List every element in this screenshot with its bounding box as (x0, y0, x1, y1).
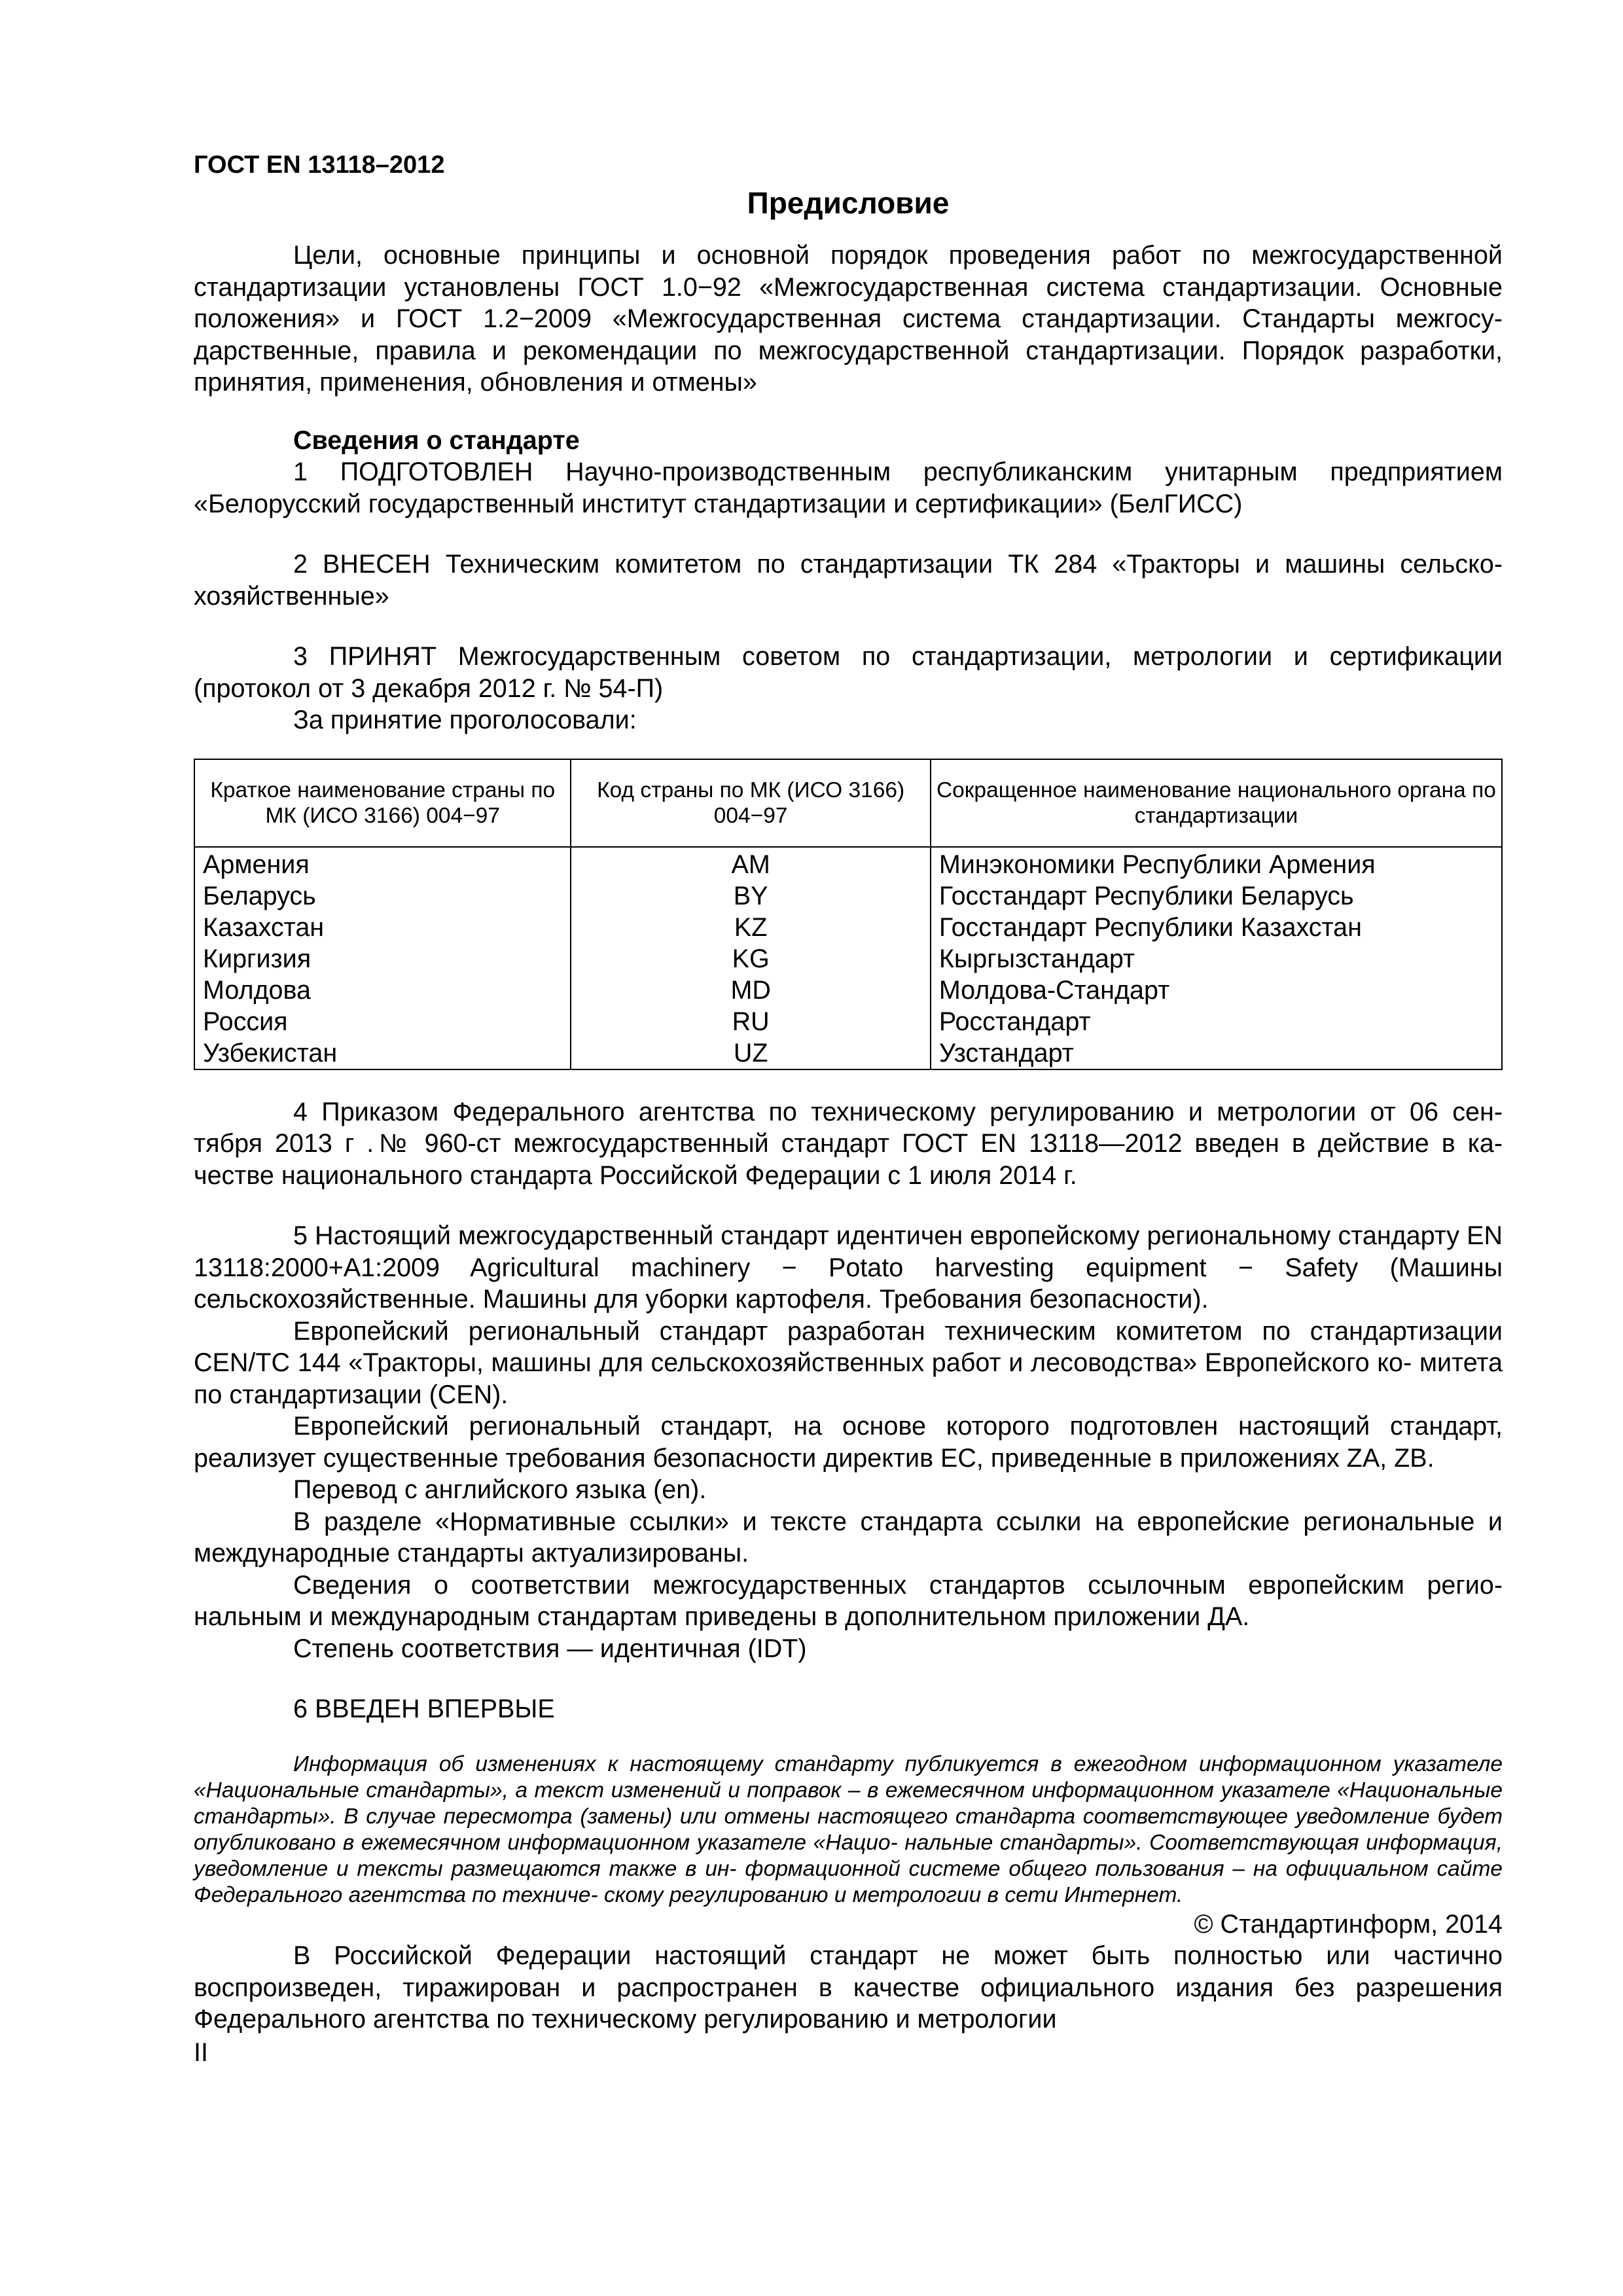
item-5-requirements: Европейский региональный стандарт, на основе которого подготовлен настоящий стандарт, реализует существенные требования безопасности директив ЕС, приведенные в приложениях ZA, ZB. (194, 1412, 1503, 1473)
cell-body: Госстандарт Республики Беларусь (931, 880, 1502, 912)
document-page (194, 149, 1503, 2068)
cell-body: Молдова-Стандарт (931, 975, 1502, 1006)
table-row (194, 975, 1502, 1006)
item-3-adopted: 3 ПРИНЯТ Межгосударственным советом по стандартизации, метрологии и сертификации (протокол от 3 декабря 2012 г. № 54-П) (194, 642, 1503, 703)
column-header-country-code: Код страны по МК (ИСО 3166) 004−97 (571, 759, 930, 847)
page-title: Предисловие (747, 186, 950, 220)
cell-country: Россия (194, 1006, 571, 1037)
table-row (194, 847, 1502, 880)
cell-body: Кыргызстандарт (931, 943, 1502, 975)
item-5-developer: Европейский региональный стандарт разработан техническим комитетом по стандартизации CEN/TC 144 «Тракторы, машины для сельскохозяйственных работ и лесоводства» Европейского ко- митета по стандартизации (CEN). (194, 1316, 1503, 1409)
cell-country: Молдова (194, 975, 571, 1006)
item-5-translation: Перевод с английского языка (en). (293, 1475, 707, 1504)
table-row (194, 912, 1502, 943)
item-5-correspondence: Сведения о соответствии межгосударственных стандартов ссылочным европейским регио- нальным и международным стандартам приведены в дополнительном приложении ДА. (194, 1570, 1503, 1631)
standard-info-heading: Сведения о стандарте (293, 425, 580, 455)
table-row (194, 1006, 1502, 1037)
item-6-introduced: 6 ВВЕДЕН ВПЕРВЫЕ (293, 1695, 555, 1723)
cell-body: Росстандарт (931, 1006, 1502, 1037)
cell-country: Армения (194, 847, 571, 880)
item-1-prepared: 1 ПОДГОТОВЛЕН Научно-производственным республиканским унитарным предприятием «Белорусский государственный институт стандартизации и сертификации» (БелГИСС) (194, 457, 1503, 518)
changes-info-notice: Информация об изменениях к настоящему стандарту публикуется в ежегодном информационном указателе «Национальные стандарты», а текст изменений и поправок – в ежемесячном информационном указателе «Национальные стандарты». В случае пересмотра (замены) или отмены настоящего стандарта соответствующее уведомление будет опубликовано в ежемесячном информационном указателе «Нацио- нальные стандарты». Соответствующая информация, уведомление и тексты размещаются также в ин- формационной системе общего пользования – на официальном сайте Федерального агентства по техниче- скому регулированию и метрологии в сети Интернет. (194, 1751, 1503, 1907)
item-2-submitted: 2 ВНЕСЕН Техническим комитетом по стандартизации ТК 284 «Тракторы и машины сельско- хозяйственные» (194, 550, 1503, 611)
copyright-line: © Стандартинформ, 2014 (1194, 1909, 1503, 1939)
intro-paragraph: Цели, основные принципы и основной порядок проведения работ по межгосударственной стандартизации установлены ГОСТ 1.0−92 «Межгосударственная система стандартизации. Основные положения» и ГОСТ 1.2−2009 «Межгосударственная система стандартизации. Стандарты межгосу- дарственные, правила и рекомендации по межгосударственной стандартизации. Порядок разработки, принятия, применения, обновления и отмены» (194, 241, 1503, 397)
cell-country: Узбекистан (194, 1037, 571, 1069)
cell-country: Беларусь (194, 880, 571, 912)
table-row (194, 880, 1502, 912)
cell-country: Киргизия (194, 943, 571, 975)
voted-label: За принятие проголосовали: (293, 706, 637, 734)
table-header-row (194, 759, 1502, 847)
cell-code: BY (571, 880, 930, 912)
item-5-references: В разделе «Нормативные ссылки» и тексте стандарта ссылки на европейские региональные и международные стандарты актуализированы. (194, 1507, 1503, 1568)
column-header-standards-body: Сокращенное наименование национального органа по стандартизации (931, 759, 1502, 847)
voting-countries-table (194, 759, 1503, 1070)
page-number: II (194, 2037, 208, 2067)
table-row (194, 943, 1502, 975)
cell-body: Узстандарт (931, 1037, 1502, 1069)
cell-body: Госстандарт Республики Казахстан (931, 912, 1502, 943)
document-code: ГОСТ EN 13118–2012 (194, 151, 445, 179)
item-5-identity: 5 Настоящий межгосударственный стандарт идентичен европейскому региональному стандарту EN 13118:2000+A1:2009 Agricultural machinery − Potato harvesting equipment − Safety (Машины сельскохозяйственные. Машины для уборки картофеля. Требования безопасности). (194, 1221, 1503, 1314)
cell-code: KG (571, 943, 930, 975)
cell-country: Казахстан (194, 912, 571, 943)
cell-code: UZ (571, 1037, 930, 1069)
table-row (194, 1037, 1502, 1069)
reproduction-notice: В Российской Федерации настоящий стандарт не может быть полностью или частично воспроизведен, тиражирован и распространен в качестве официального издания без разрешения Федерального агентства по техническому регулированию и метрологии (194, 1941, 1503, 2034)
cell-code: MD (571, 975, 930, 1006)
cell-code: KZ (571, 912, 930, 943)
item-4-order: 4 Приказом Федерального агентства по техническому регулированию и метрологии от 06 сен- тября 2013 г .№ 960-ст межгосударственный стандарт ГОСТ EN 13118—2012 введен в действие в ка- честве национального стандарта Российской Федерации с 1 июля 2014 г. (194, 1097, 1503, 1190)
column-header-country-name: Краткое наименование страны по МК (ИСО 3166) 004−97 (194, 759, 571, 847)
cell-body: Минэкономики Республики Армения (931, 847, 1502, 880)
item-5-degree: Степень соответствия — идентичная (IDT) (293, 1634, 807, 1663)
cell-code: RU (571, 1006, 930, 1037)
cell-code: AM (571, 847, 930, 880)
